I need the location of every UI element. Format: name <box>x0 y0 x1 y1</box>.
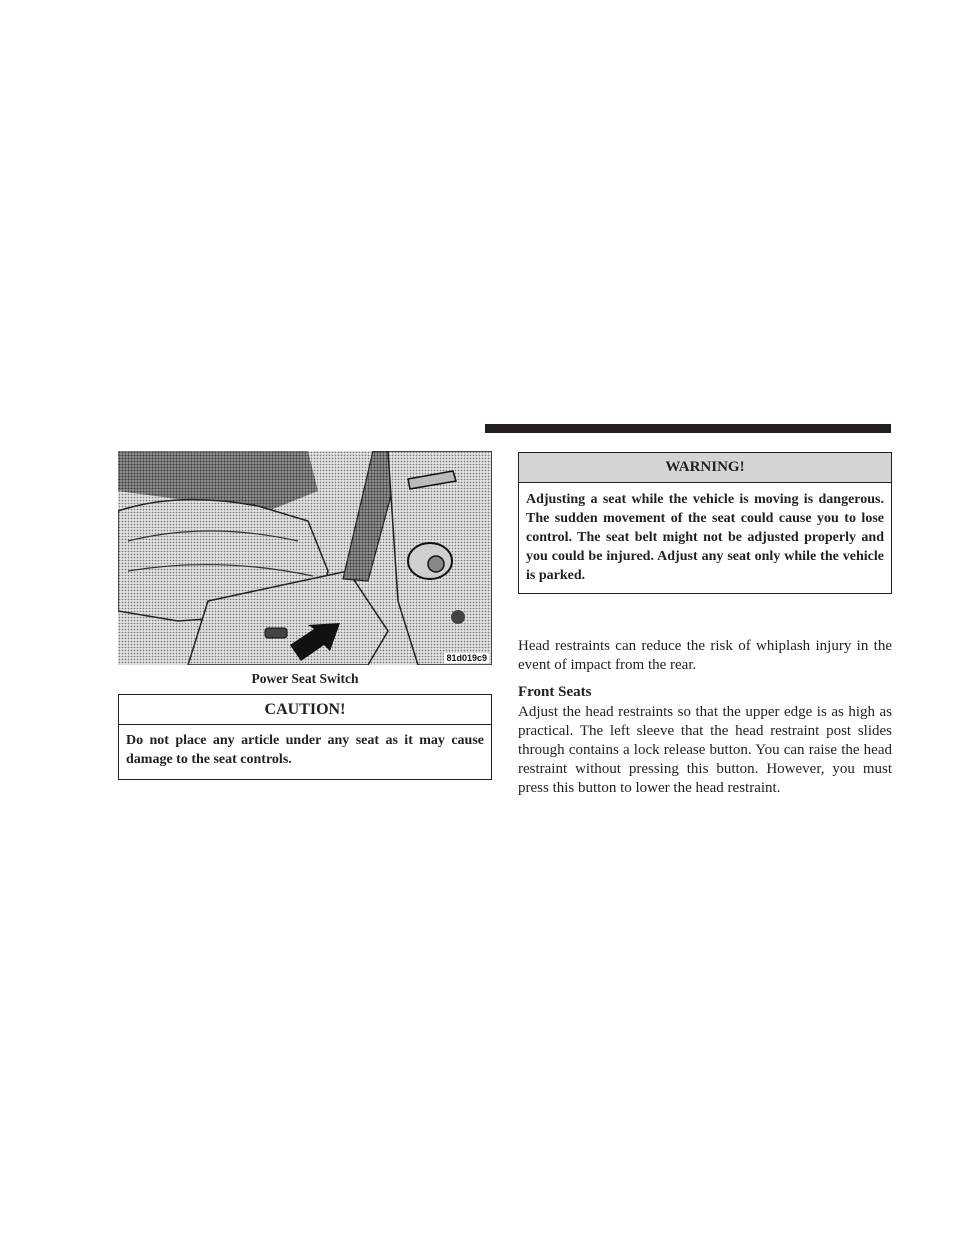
caution-text: Do not place any article under any seat as it may cause damage to the seat controls. <box>126 733 484 767</box>
power-seat-illustration <box>118 451 492 665</box>
head-restraints-intro: Head restraints can reduce the risk of whiplash injury in the event of impact from the rear. <box>518 638 892 673</box>
front-seats-paragraph: Adjust the head restraints so that the upper edge is as high as practical. The left sleeve that the head restraint post slides through contains a lock release button. You can raise the head restraint without pressing this button. However, you must press this button to lower the head restraint. <box>518 704 892 796</box>
caution-box <box>118 694 492 780</box>
warning-box <box>518 452 892 594</box>
warning-text: Adjusting a seat while the vehicle is moving is dangerous. The sudden movement of the seat could cause you to lose control. The seat belt might not be adjusted properly and you could be injured. Adjust any seat only while the vehicle is parked. <box>526 492 884 583</box>
caution-title: CAUTION! <box>119 695 491 725</box>
figure-caption: Power Seat Switch <box>251 671 359 686</box>
figure-code: 81d019c9 <box>446 653 487 663</box>
warning-title: WARNING! <box>519 453 891 483</box>
front-seats-heading: Front Seats <box>518 684 592 700</box>
section-header-rule <box>485 424 891 433</box>
seat-drawing <box>118 451 492 665</box>
